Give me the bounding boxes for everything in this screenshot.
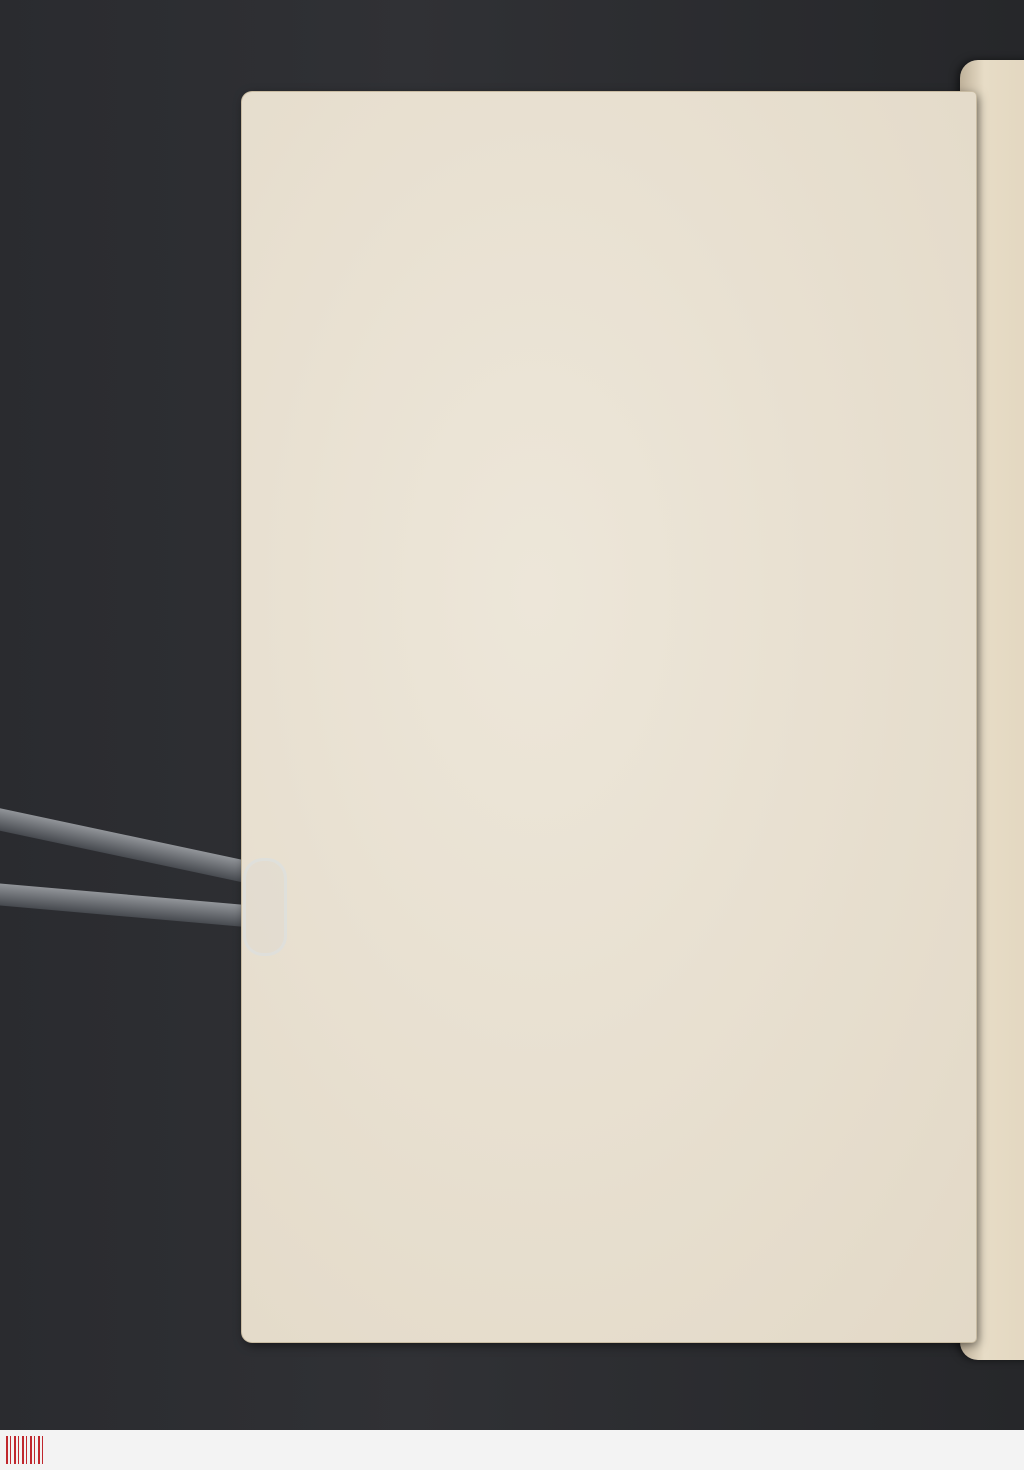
book-page [242, 92, 976, 1342]
hab-barcode-logo [6, 1436, 46, 1464]
footer-bar [0, 1430, 1024, 1470]
clamp-tip [243, 858, 287, 956]
